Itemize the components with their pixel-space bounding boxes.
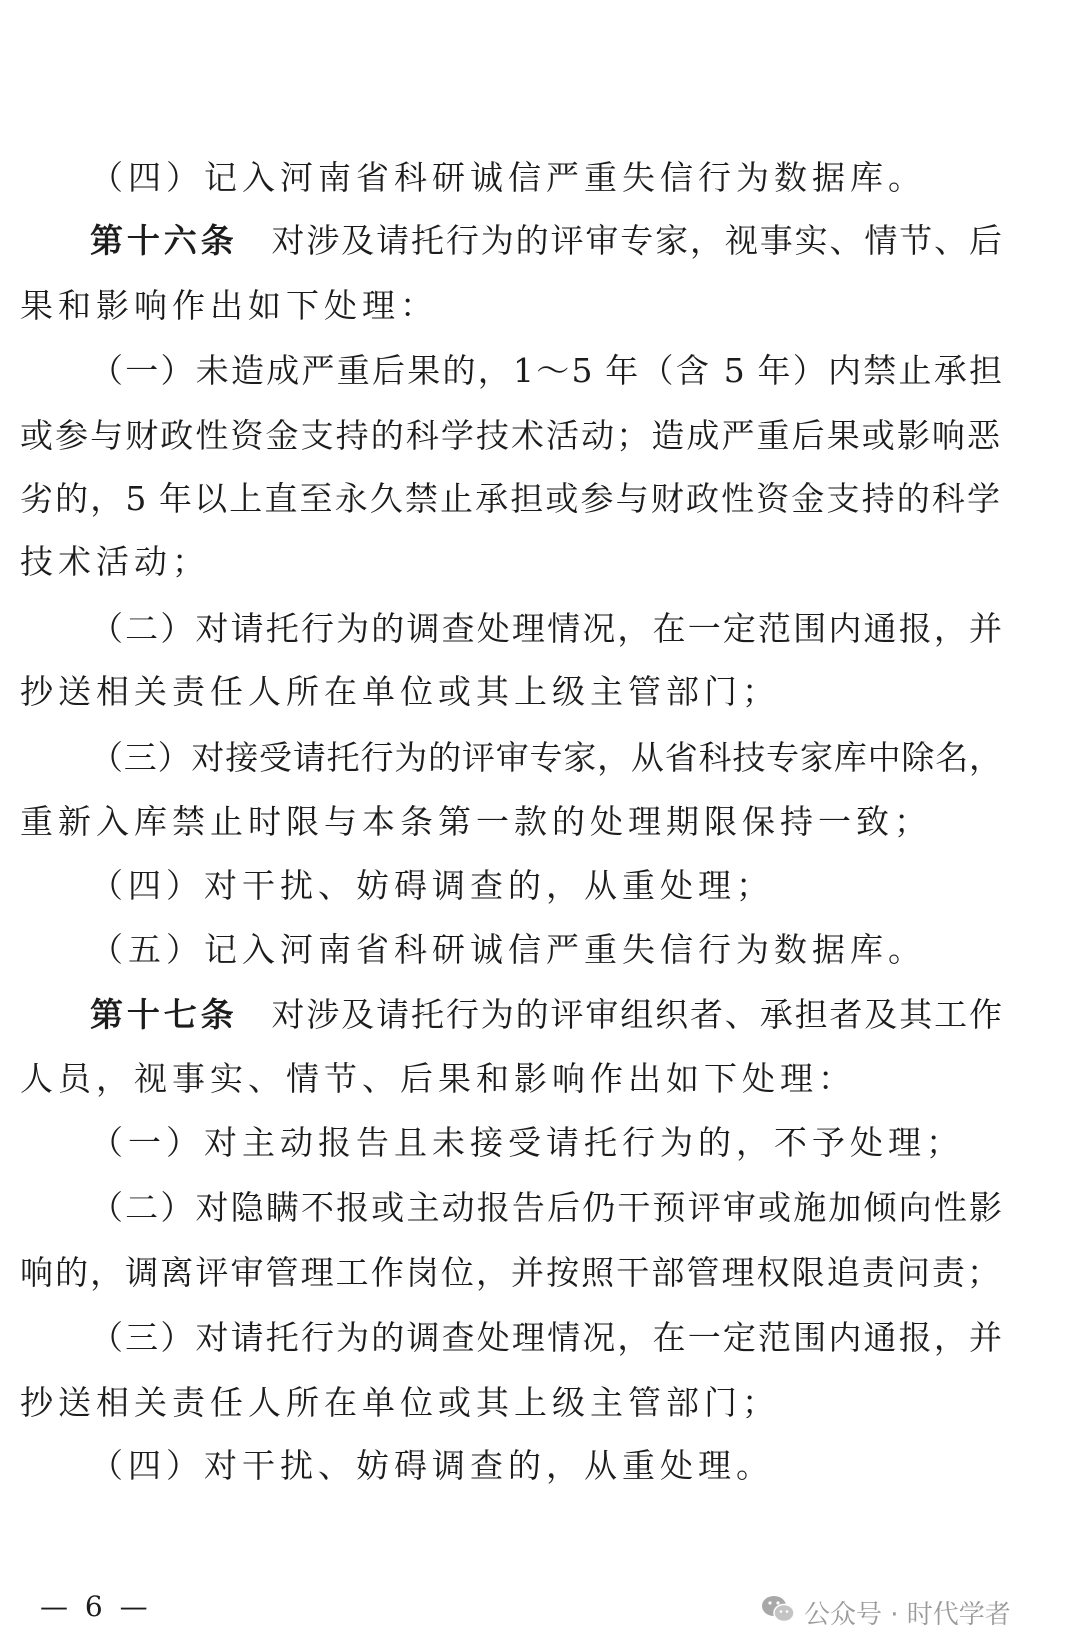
paragraph-line: 果和影响作出如下处理：: [20, 286, 438, 325]
page-number: — 6 —: [40, 1590, 152, 1623]
paragraph-line: （二）对请托行为的调查处理情况，在一定范围内通报，并: [90, 609, 1002, 648]
paragraph-line: 劣的，5 年以上直至永久禁止承担或参与财政性资金支持的科学: [20, 479, 1000, 518]
watermark-text: 公众号 · 时代学者: [804, 1599, 1011, 1630]
paragraph-line: 对涉及请托行为的评审专家，视事实、情节、后: [271, 221, 1002, 260]
paragraph-line: 重新入库禁止时限与本条第一款的处理期限保持一致；: [20, 802, 932, 841]
article-16-label: 第十六条: [90, 221, 238, 260]
article-17-heading-line: [90, 995, 1002, 1035]
wechat-icon: [760, 1593, 796, 1632]
paragraph-line: （四）对干扰、妨碍调查的，从重处理；: [90, 866, 774, 905]
paragraph-line: 抄送相关责任人所在单位或其上级主管部门；: [20, 672, 780, 711]
paragraph-line: （一）对主动报告且未接受请托行为的，不予处理；: [90, 1123, 964, 1162]
paragraph-line: （一）未造成严重后果的，1～5 年（含 5 年）内禁止承担: [90, 351, 1002, 390]
paragraph-line: 对涉及请托行为的评审组织者、承担者及其工作: [271, 995, 1002, 1034]
paragraph-line: （三）对接受请托行为的评审专家，从省科技专家库中除名，: [90, 738, 1002, 777]
paragraph-line: 人员，视事实、情节、后果和影响作出如下处理：: [20, 1059, 856, 1098]
paragraph-line: 技术活动；: [20, 542, 210, 581]
article-17-label: 第十七条: [90, 995, 238, 1034]
paragraph-line: （四）对干扰、妨碍调查的，从重处理。: [90, 1446, 774, 1485]
article-16-heading-line: [90, 221, 1002, 261]
watermark: [760, 1592, 1011, 1632]
paragraph-line: 或参与财政性资金支持的科学技术活动；造成严重后果或影响恶: [20, 416, 1000, 455]
paragraph-line: （三）对请托行为的调查处理情况，在一定范围内通报，并: [90, 1318, 1002, 1357]
paragraph-line: （五）记入河南省科研诚信严重失信行为数据库。: [90, 930, 926, 969]
paragraph-line: （四）记入河南省科研诚信严重失信行为数据库。: [90, 158, 926, 197]
paragraph-line: 抄送相关责任人所在单位或其上级主管部门；: [20, 1383, 780, 1422]
paragraph-line: （二）对隐瞒不报或主动报告后仍干预评审或施加倾向性影: [90, 1188, 1002, 1227]
paragraph-line: 响的，调离评审管理工作岗位，并按照干部管理权限追责问责；: [20, 1253, 1000, 1292]
